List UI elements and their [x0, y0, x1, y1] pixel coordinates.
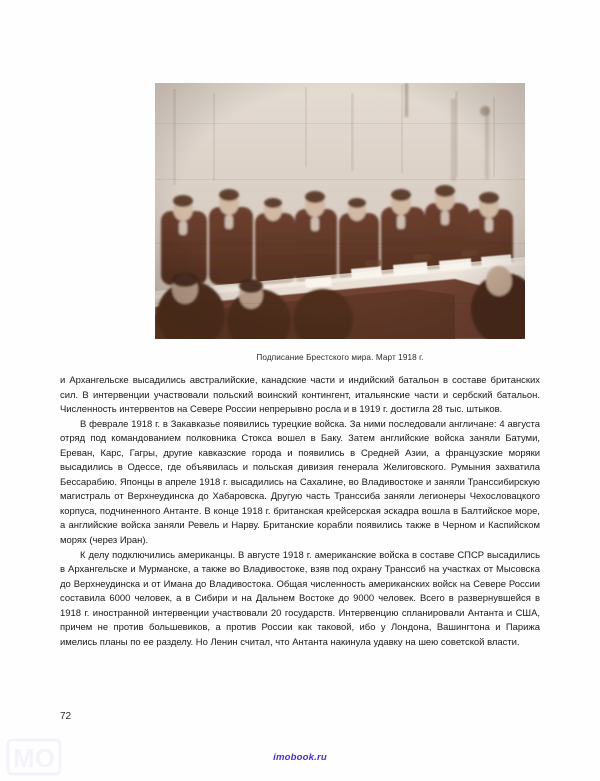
paragraph-3: К делу подключились американцы. В августе 1918 г. американские войска в составе СПСР высадились в Архангельске и Мурманске, а также во Владивостоке, взяв под охрану Транссиб на участках от Мысовска до Верхнеудинска и от Имана до Владивостока. Общая численность американских войск на Севере России составила 6000 человек, а в Сибири и на Дальнем Востоке до 9000 человек. Всего в развернувшейся в 1918 г. иностранной интервенции участвовали 20 государств. Интервенцию спланировали Антанта и США, причем не против большевиков, а против России как таковой, ибо у Лондона, Вашингтона и Парижа имелись планы по ее разделу. Но Ленин считал, что Антанта накинула удавку на шею советской власти.	[60, 549, 540, 648]
site-watermark: imobook.ru	[273, 752, 327, 763]
paragraph-2: В феврале 1918 г. в Закавказье появились турецкие войска. За ними последовали англичане: 4 августа отряд под командованием полковника Стокса вошел в Баку. Затем английские войска заняли Батуми, Ереван, Карс, Гагры, другие кавказские города и появились в Средней Азии, а французские моряки высадились в Одессе, где объявилась и польская дивизия генерала Желиговского. Румыния захватила Бессарабию. Японцы в апреле 1918 г. высадились на Сахалине, во Владивостоке и заняли Транссибирскую магистраль от Верхнеудинска до Хабаровска. Другую часть Транссиба заняли легионеры Чехословацкого корпуса, подчиненного Антанте. В конце 1918 г. британская крейсерская эскадра вошла в Балтийское море, а английские войска заняли Ревель и Нарву. Британские корабли появились также в Черном и Каспийском морях (через Иран).	[60, 418, 540, 547]
svg-text:MO: MO	[13, 743, 55, 773]
paragraph-1: и Архангельске высадились австралийские, канадские части и индийский батальон в составе британских сил. В интервенции участвовали польский воинский контингент, итальянские части и сербский батальон. Численность интервентов на Севере России непрерывно росла и в 1919 г. достигла 28 тыс. штыков.	[60, 375, 540, 416]
figure-caption: Подписание Брестского мира. Март 1918 г.	[256, 353, 424, 362]
historical-photograph	[155, 83, 525, 339]
page-number: 72	[60, 711, 72, 722]
figure-brest-treaty	[155, 83, 525, 362]
photograph-artwork	[155, 83, 525, 339]
body-text	[60, 374, 540, 650]
